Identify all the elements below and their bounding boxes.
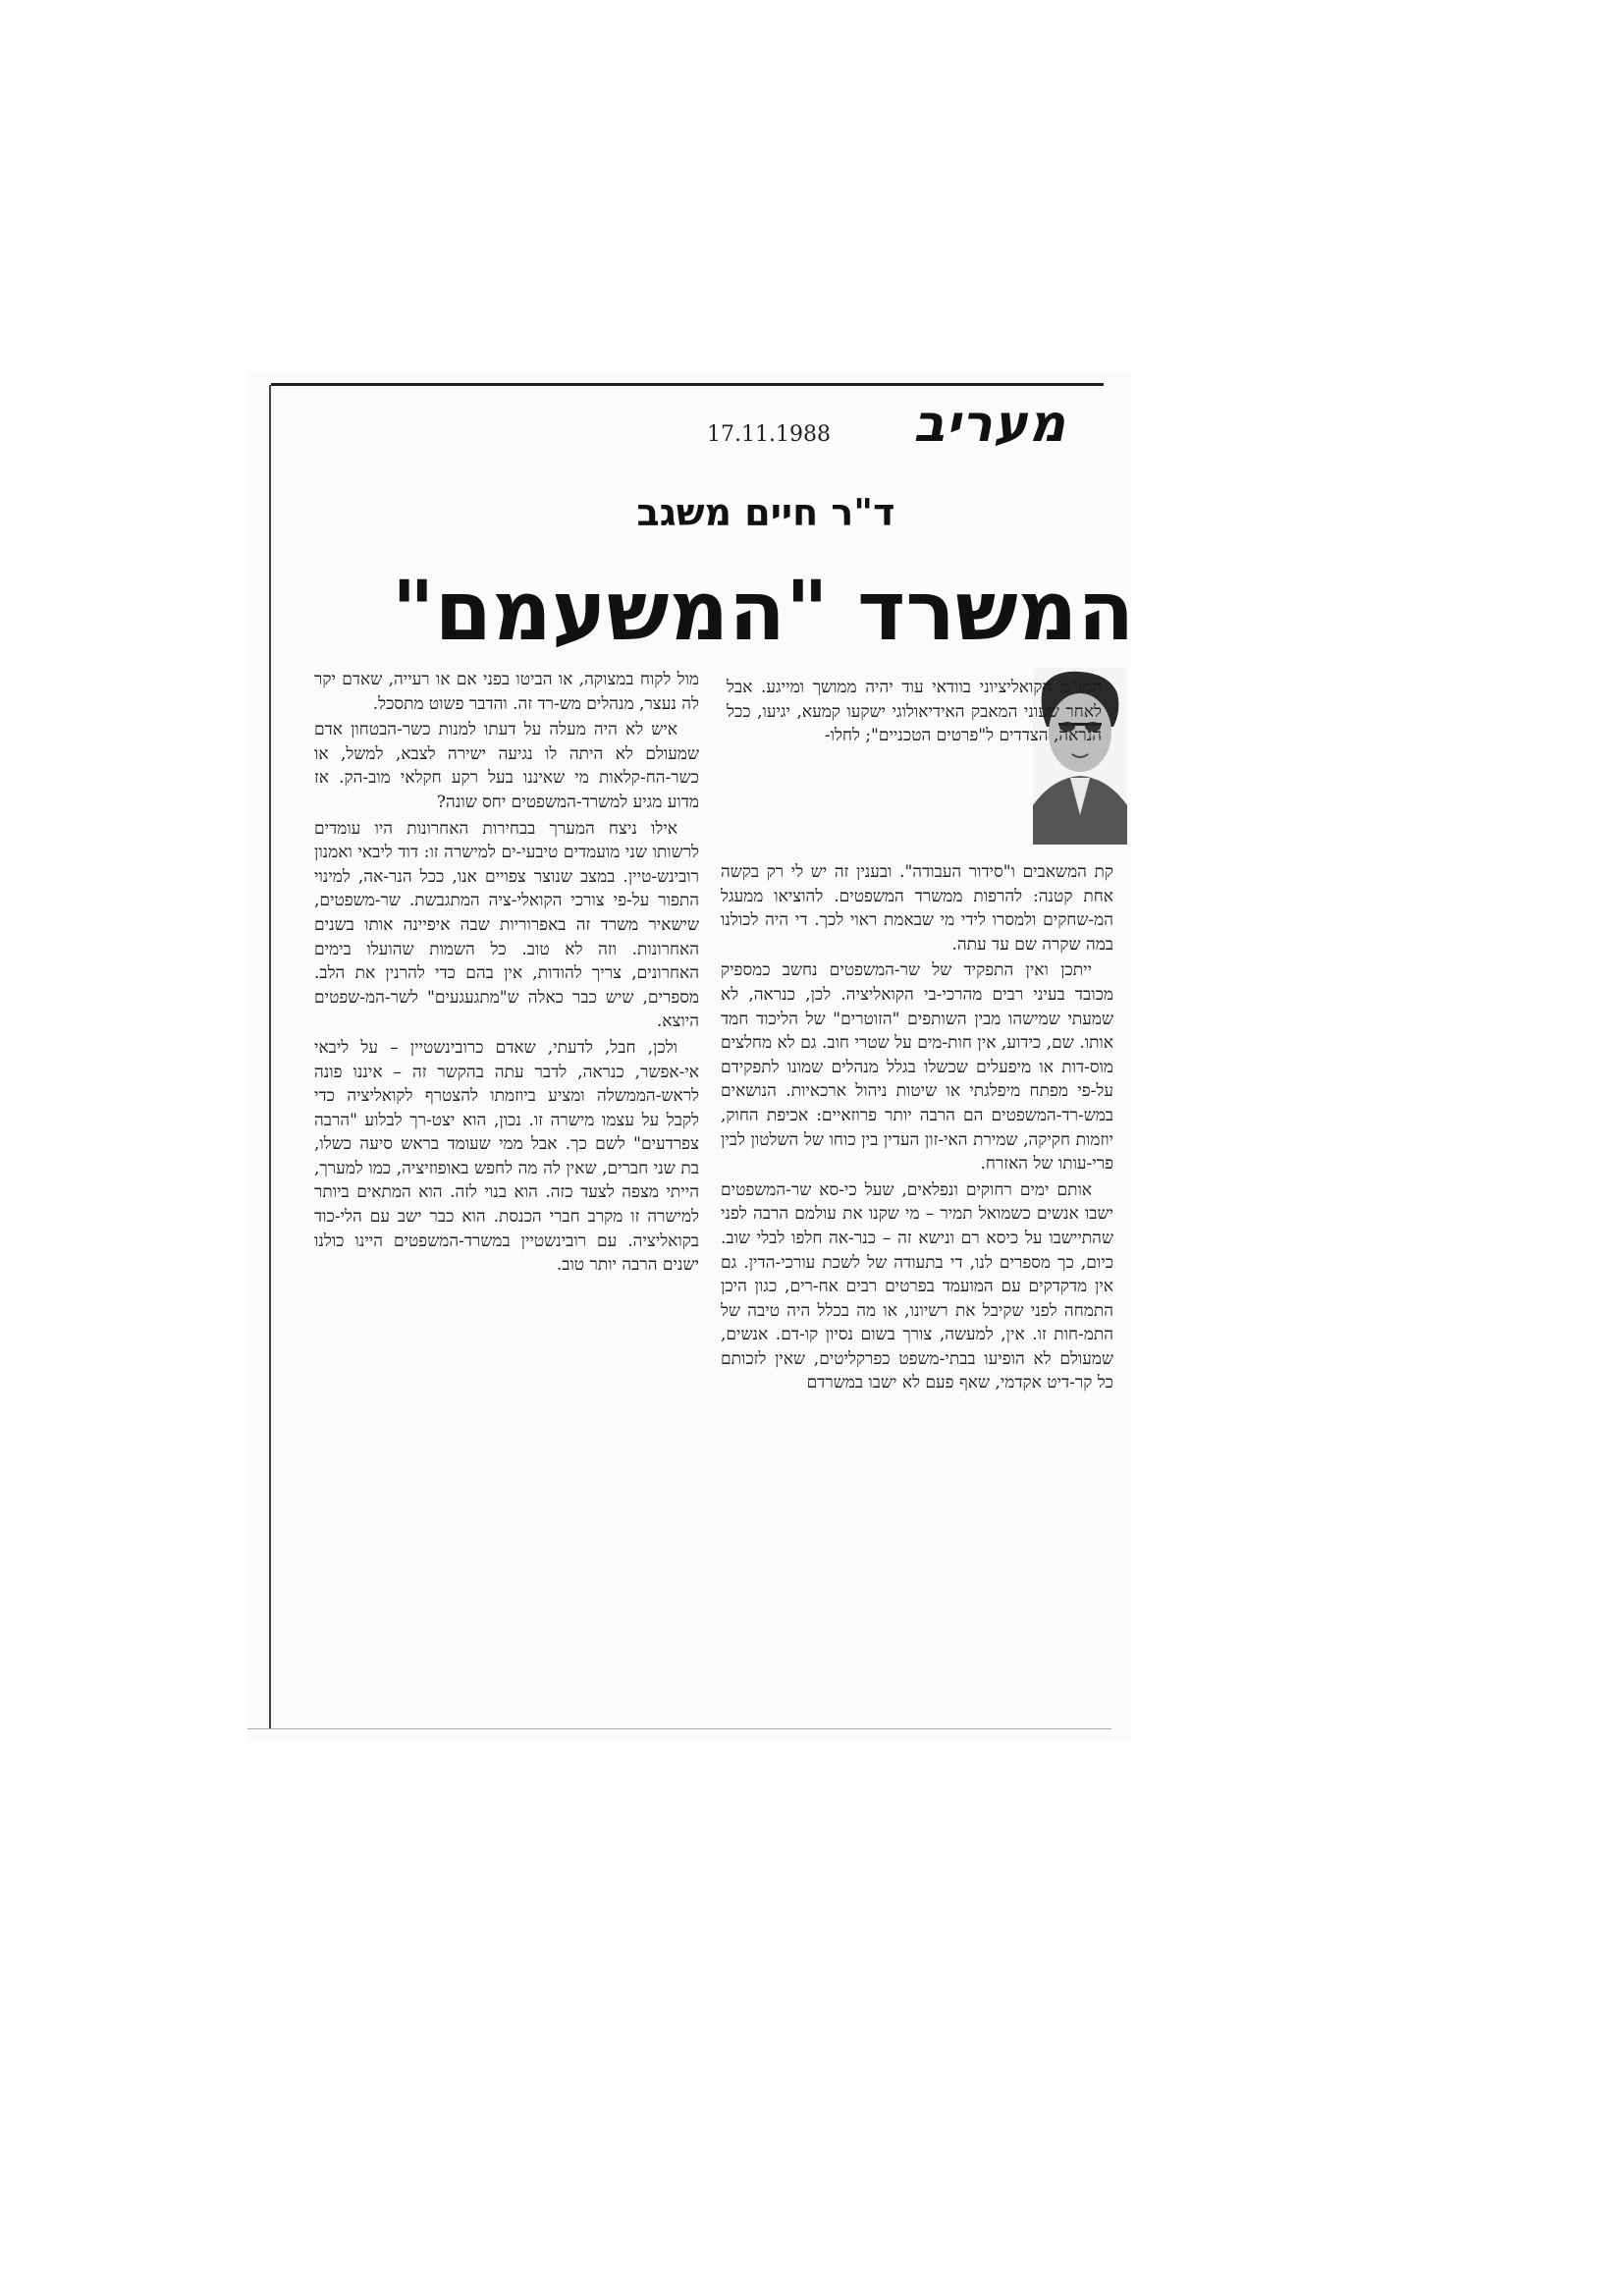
top-rule bbox=[271, 383, 1104, 386]
paragraph: אילו ניצח המערך בבחירות האחרונות היו עומדים לרשותו שני מועמדים טיבעי-ים למישרה זו: דוד ליבאי ואמנון רובינש-טיין. במצב שנוצר צפויים אנו, ככל הנר-אה, למינוי התפור על-פי צורכי הקואלי-ציה המתגבשת. שר-משפטים, שישאיר משרד זה באפרוריות שבה איפיינה אותו בשנים האחרונות. וזה לא טוב. כל השמות שהועלו בימים האחרונים, צריך להודות, אין בהם כדי להרנין את הלב. מספרים, שיש כבר כאלה ש"מתגעגעים" לשר-המ-שפטים היוצא. bbox=[314, 818, 699, 1032]
left-rule bbox=[269, 385, 271, 1728]
article-column-right-top bbox=[727, 676, 1102, 872]
paragraph: ייתכן ואין התפקיד של שר-המשפטים נחשב כמספיק מכובד בעיני רבים מהרכי-בי הקואליציה. לכן, כנראה, לא שמעתי שמישהו מבין השותפים "הזוטרים" של הליכוד חמד אותו. שם, כידוע, אין חות-מים על שטרי חוב. גם לא מחלצים מוס-דות או מיפעלים שכשלו בגלל מנהלים שמונו לתפקידם על-פי מפתח מיפלגתי או שיטות ניהול ארכאיות. הנושאים במש-רד-המשפטים הם הרבה יותר פרוזאיים: אכיפת החוק, יוזמות חקיקה, שמירת האי-זון העדין בין כוחו של השלטון לבין פרי-עותו של האזרח. bbox=[721, 960, 1113, 1175]
paragraph: המו"מ הקואליציוני בוודאי עוד יהיה ממושך ומייגע. אבל לאחר שעוני המאבק האידיאולוגי ישקעו קמעא, יגיעו, ככל הנראה, הצדדים ל"פרטים הטכניים"; לחלו- bbox=[727, 678, 1102, 746]
bottom-rule bbox=[247, 1728, 1111, 1729]
article-headline: המשרד "המשעמם" bbox=[391, 563, 1135, 659]
paragraph: קת המשאבים ו"סידור העבודה". ובענין זה יש לי רק בקשה אחת קטנה: להרפות ממשרד המשפטים. להוציאו ממעגל המ-שחקים ולמסרו לידי מי שבאמת ראוי לכך. די היה לכולנו במה שקרה שם עד עתה. bbox=[721, 862, 1113, 955]
paragraph: איש לא היה מעלה על דעתו למנות כשר-הבטחון אדם שמעולם לא היתה לו נגיעה ישירה לצבא, למשל, או כשר-הח-קלאות מי שאיננו בעל רקע חקלאי מוב-הק. אז מדוע מגיע למשרד-המשפטים יחס שונה? bbox=[314, 720, 699, 812]
paragraph: ולכן, חבל, לדעתי, שאדם כרובינשטיין – על ליבאי אי-אפשר, כנראה, לדבר עתה בהקשר זה – איננו פונה לראש-הממשלה ומציע ביוזמתו להצטרף לקואליציה כדי לקבל על עצמו מישרה זו. נכון, הוא יצט-רך לבלוע "הרבה צפרדעים" לשם כך. אבל ממי שעומד בראש סיעה כשלו, בת שני חברים, שאין לה מה לחפש באופוזיציה, כמו למערך, הייתי מצפה לצעד כזה. הוא בנוי לזה. הוא המתאים ביותר למישרה זו מקרב חברי הכנסת. הוא כבר ישב עם הלי-כוד בקואליציה. עם רובינשטיין במשרד-המשפטים היינו כולנו ישנים הרבה יותר טוב. bbox=[314, 1037, 699, 1276]
article-column-right bbox=[721, 860, 1113, 1710]
paragraph: מול לקוח במצוקה, או הביטו בפני אם או רעייה, שאדם יקר לה נעצר, מנהלים מש-רד זה. והדבר פשוט מתסכל. bbox=[314, 670, 699, 714]
publication-date: 17.11.1988 bbox=[707, 422, 831, 447]
paragraph: אותם ימים רחוקים ונפלאים, שעל כי-סא שר-המשפטים ישבו אנשים כשמואל תמיר – מי שקנו את עולמם הרבה לפני שהתיישבו על כיסא רם ונישא זה – כנר-אה חלפו לבלי שוב. כיום, כך מספרים לנו, די בתעודה של לשכת עורכי-הדין. גם אין מדקדקים עם המועמד בפרטים רבים אח-רים, כגון היכן התמחה לפני שקיבל את רשיונו, או מה בכלל היה טיבה של התמ-חות זו. אין, למעשה, צורך בשום נסיון קו-דם. אנשים, שמעולם לא הופיעו בבתי-משפט כפרקליטים, שאין לזכותם כל קר-דיט אקדמי, שאף פעם לא ישבו במשרדם bbox=[721, 1179, 1113, 1394]
article-column-left bbox=[314, 668, 699, 1709]
newspaper-masthead: מעריב bbox=[913, 395, 1066, 454]
author-byline: ד"ר חיים משגב bbox=[636, 491, 895, 534]
